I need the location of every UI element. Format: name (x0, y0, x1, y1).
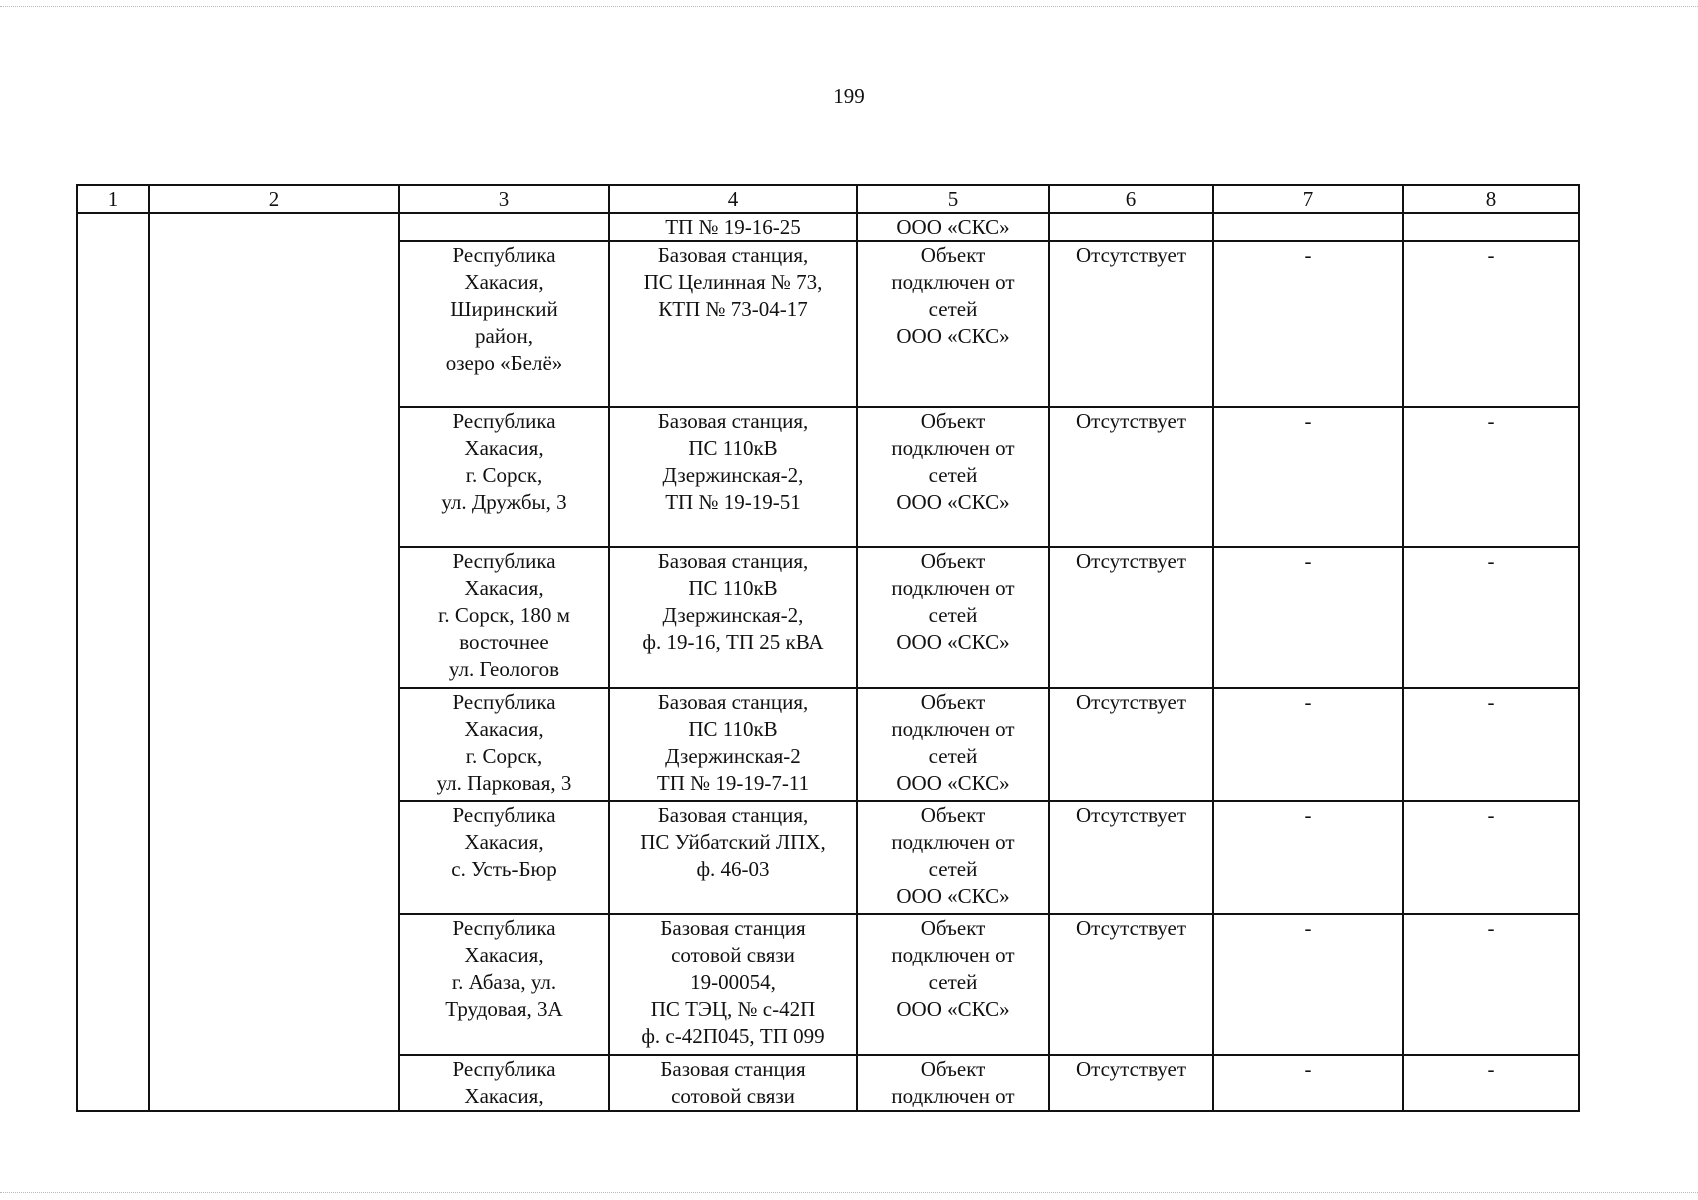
col8-cell: - (1403, 914, 1579, 1055)
location-cell: Республика Хакасия, г. Абаза, ул. Трудовая, 3А (399, 914, 609, 1055)
location-cell: Республика Хакасия, г. Сорск, 180 м восточнее ул. Геологов (399, 547, 609, 688)
connection-cell: Объект подключен от сетей ООО «СКС» (857, 688, 1049, 801)
scan-edge-bottom (0, 1192, 1698, 1195)
connection-cell: Объект подключен от сетей ООО «СКС» (857, 407, 1049, 547)
col6-cell: Отсутствует (1049, 547, 1213, 688)
object-cell: Базовая станция сотовой связи 19-00054, ПС ТЭЦ, № с-42П ф. с-42П045, ТП 099 (609, 914, 857, 1055)
col7-cell: - (1213, 547, 1403, 688)
column-number: 5 (857, 185, 1049, 213)
col7-cell: - (1213, 407, 1403, 547)
page-number: 199 (833, 84, 865, 108)
column-number: 4 (609, 185, 857, 213)
object-cell: Базовая станция, ПС 110кВ Дзержинская-2, ТП № 19-19-51 (609, 407, 857, 547)
column-number: 1 (77, 185, 149, 213)
table-cell: ООО «СКС» (857, 213, 1049, 241)
column-number: 3 (399, 185, 609, 213)
location-cell: Республика Хакасия, г. Сорск, ул. Парковая, 3 (399, 688, 609, 801)
col6-cell: Отсутствует (1049, 407, 1213, 547)
data-table (76, 184, 1580, 1112)
table-cell (399, 213, 609, 241)
col6-cell: Отсутствует (1049, 914, 1213, 1055)
table-cell (1403, 213, 1579, 241)
scan-edge-top (0, 6, 1698, 9)
table-cell (1213, 213, 1403, 241)
col7-cell: - (1213, 801, 1403, 914)
col6-cell: Отсутствует (1049, 688, 1213, 801)
object-cell: Базовая станция, ПС Уйбатский ЛПХ, ф. 46-03 (609, 801, 857, 914)
col6-cell: Отсутствует (1049, 241, 1213, 407)
col6-cell: Отсутствует (1049, 1055, 1213, 1111)
merged-cell-col2 (149, 213, 399, 1111)
col7-cell: - (1213, 914, 1403, 1055)
object-cell: Базовая станция сотовой связи (609, 1055, 857, 1111)
location-cell: Республика Хакасия, Ширинский район, озеро «Белё» (399, 241, 609, 407)
location-cell: Республика Хакасия, г. Сорск, ул. Дружбы, 3 (399, 407, 609, 547)
column-number: 6 (1049, 185, 1213, 213)
merged-cell-col1 (77, 213, 149, 1111)
col8-cell: - (1403, 801, 1579, 914)
column-number: 2 (149, 185, 399, 213)
connection-cell: Объект подключен от сетей ООО «СКС» (857, 241, 1049, 407)
col8-cell: - (1403, 1055, 1579, 1111)
table-cell (1049, 213, 1213, 241)
connection-cell: Объект подключен от сетей ООО «СКС» (857, 914, 1049, 1055)
location-cell: Республика Хакасия, (399, 1055, 609, 1111)
object-cell: Базовая станция, ПС 110кВ Дзержинская-2, ф. 19-16, ТП 25 кВА (609, 547, 857, 688)
col8-cell: - (1403, 547, 1579, 688)
connection-cell: Объект подключен от сетей ООО «СКС» (857, 801, 1049, 914)
col7-cell: - (1213, 688, 1403, 801)
continuation-row (77, 213, 1579, 241)
col8-cell: - (1403, 688, 1579, 801)
col8-cell: - (1403, 241, 1579, 407)
connection-cell: Объект подключен от сетей ООО «СКС» (857, 547, 1049, 688)
column-number: 8 (1403, 185, 1579, 213)
location-cell: Республика Хакасия, с. Усть-Бюр (399, 801, 609, 914)
column-number-row (77, 185, 1579, 213)
object-cell: Базовая станция, ПС Целинная № 73, КТП № 73-04-17 (609, 241, 857, 407)
col8-cell: - (1403, 407, 1579, 547)
table-cell: ТП № 19-16-25 (609, 213, 857, 241)
column-number: 7 (1213, 185, 1403, 213)
col6-cell: Отсутствует (1049, 801, 1213, 914)
connection-cell: Объект подключен от (857, 1055, 1049, 1111)
col7-cell: - (1213, 241, 1403, 407)
object-cell: Базовая станция, ПС 110кВ Дзержинская-2 ТП № 19-19-7-11 (609, 688, 857, 801)
col7-cell: - (1213, 1055, 1403, 1111)
